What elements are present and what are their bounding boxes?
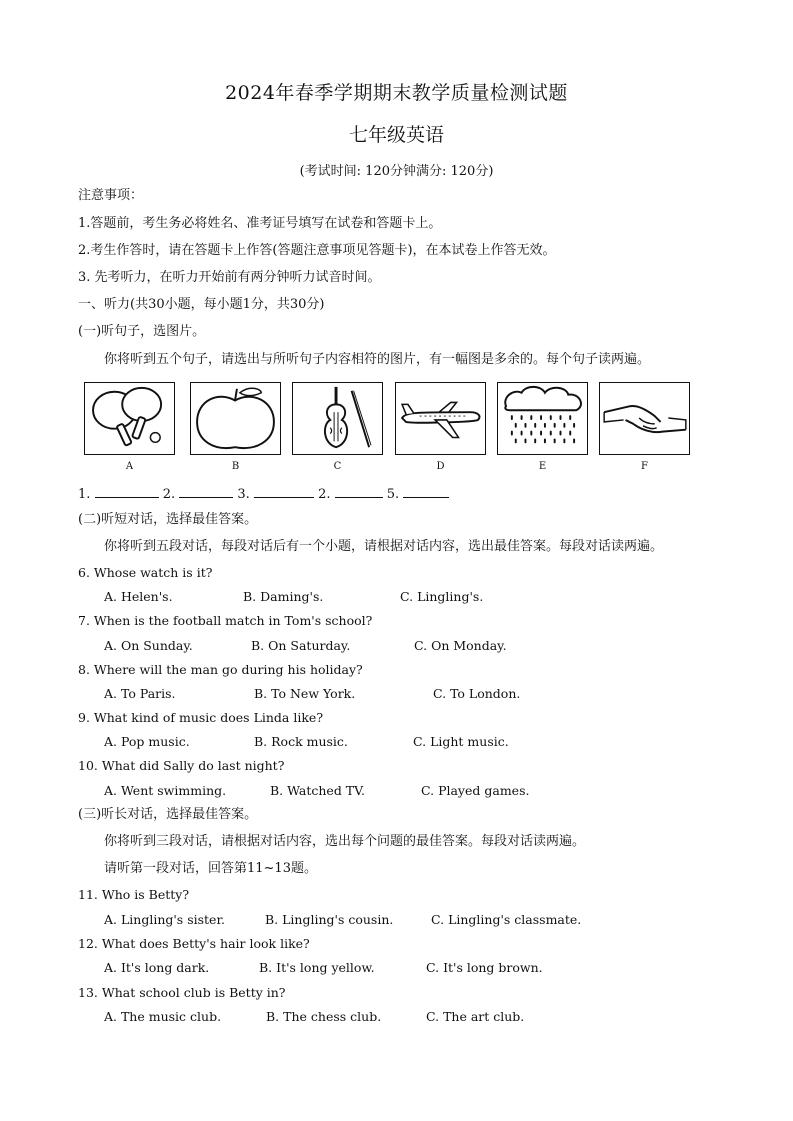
blank-number: 3.	[237, 487, 250, 502]
note-item: 2.考生作答时，请在答题卡上作答(答题注意事项见答题卡)，在本试卷上作答无效。	[78, 243, 556, 258]
note-item: 3. 先考听力，在听力开始前有两分钟听力试音时间。	[78, 270, 381, 285]
picture-c	[292, 382, 383, 455]
option: C. To London.	[433, 686, 521, 701]
option: B. On Saturday.	[251, 638, 351, 653]
option: A. Went swimming.	[104, 783, 227, 798]
question: 7. When is the football match in Tom's school?	[78, 613, 373, 628]
option: A. On Sunday.	[104, 638, 193, 653]
option: C. It's long brown.	[426, 960, 543, 975]
picture-label: C	[333, 461, 342, 472]
option: C. Lingling's.	[400, 589, 484, 604]
option: B. Watched TV.	[270, 783, 365, 798]
blank-number: 2.	[162, 487, 176, 502]
option: C. Lingling's classmate.	[431, 912, 582, 927]
section-heading: (一)听句子，选图片。	[78, 324, 206, 339]
option: B. The chess club.	[266, 1009, 382, 1024]
answer-blanks-row	[78, 486, 449, 503]
picture-b	[190, 382, 281, 455]
section-instruction: 你将听到五段对话，每段对话后有一个小题，请根据对话内容，选出最佳答案。每段对话读两遍。	[104, 539, 664, 554]
option: C. Light music.	[413, 734, 509, 749]
part-heading: 一、听力(共30小题，每小题1分，共30分)	[78, 297, 325, 312]
section-instruction: 你将听到五个句子，请选出与所听句子内容相符的图片，有一幅图是多余的。每个句子读两遍。	[104, 352, 651, 367]
answer-blank[interactable]	[335, 486, 383, 498]
question: 13. What school club is Betty in?	[78, 985, 286, 1000]
option: A. Lingling's sister.	[104, 912, 226, 927]
question: 11. Who is Betty?	[78, 887, 190, 902]
note-item: 1.答题前，考生务必将姓名、准考证号填写在试卷和答题卡上。	[78, 216, 442, 231]
rain-cloud-icon	[498, 383, 587, 454]
exam-title: 2024年春季学期期末教学质量检测试题	[225, 82, 568, 104]
handshake-icon	[600, 383, 689, 454]
question: 12. What does Betty's hair look like?	[78, 936, 310, 951]
option: C. The art club.	[426, 1009, 525, 1024]
section-subinstruction: 请听第一段对话，回答第11~13题。	[104, 861, 317, 876]
option: B. Rock music.	[254, 734, 348, 749]
option: C. Played games.	[421, 783, 530, 798]
blank-number: 2.	[318, 487, 331, 502]
option: A. Helen's.	[104, 589, 173, 604]
picture-a	[84, 382, 175, 455]
question: 9. What kind of music does Linda like?	[78, 710, 324, 725]
picture-e	[497, 382, 588, 455]
exam-subtitle: 七年级英语	[348, 124, 444, 146]
picture-f	[599, 382, 690, 455]
option: B. It's long yellow.	[259, 960, 375, 975]
violin-icon	[293, 383, 382, 454]
option: A. To Paris.	[104, 686, 176, 701]
blank-number: 5.	[386, 487, 400, 502]
question: 10. What did Sally do last night?	[78, 758, 285, 773]
blank-number: 1.	[78, 487, 91, 502]
picture-label: D	[436, 461, 445, 472]
section-heading: (二)听短对话，选择最佳答案。	[78, 512, 258, 527]
picture-label: B	[231, 461, 240, 472]
section-heading: (三)听长对话，选择最佳答案。	[78, 807, 258, 822]
option: A. Pop music.	[104, 734, 190, 749]
picture-label: F	[641, 461, 648, 472]
picture-label: A	[125, 461, 134, 472]
question: 8. Where will the man go during his holiday?	[78, 662, 363, 677]
answer-blank[interactable]	[254, 486, 314, 498]
option: B. Lingling's cousin.	[265, 912, 394, 927]
exam-info: (考试时间: 120分钟满分: 120分)	[299, 164, 494, 179]
question: 6. Whose watch is it?	[78, 565, 213, 580]
option: C. On Monday.	[414, 638, 507, 653]
notes-heading: 注意事项：	[78, 188, 144, 203]
answer-blank[interactable]	[179, 486, 233, 498]
ping-pong-paddles-icon	[85, 383, 174, 454]
apple-icon	[191, 383, 280, 454]
option: B. To New York.	[254, 686, 356, 701]
picture-d	[395, 382, 486, 455]
answer-blank[interactable]	[95, 486, 159, 498]
option: A. It's long dark.	[104, 960, 210, 975]
option: B. Daming's.	[243, 589, 324, 604]
answer-blank[interactable]	[403, 486, 449, 498]
option: A. The music club.	[104, 1009, 222, 1024]
airplane-icon	[396, 383, 485, 454]
section-instruction: 你将听到三段对话，请根据对话内容，选出每个问题的最佳答案。每段对话读两遍。	[104, 834, 586, 849]
picture-label: E	[538, 461, 547, 472]
